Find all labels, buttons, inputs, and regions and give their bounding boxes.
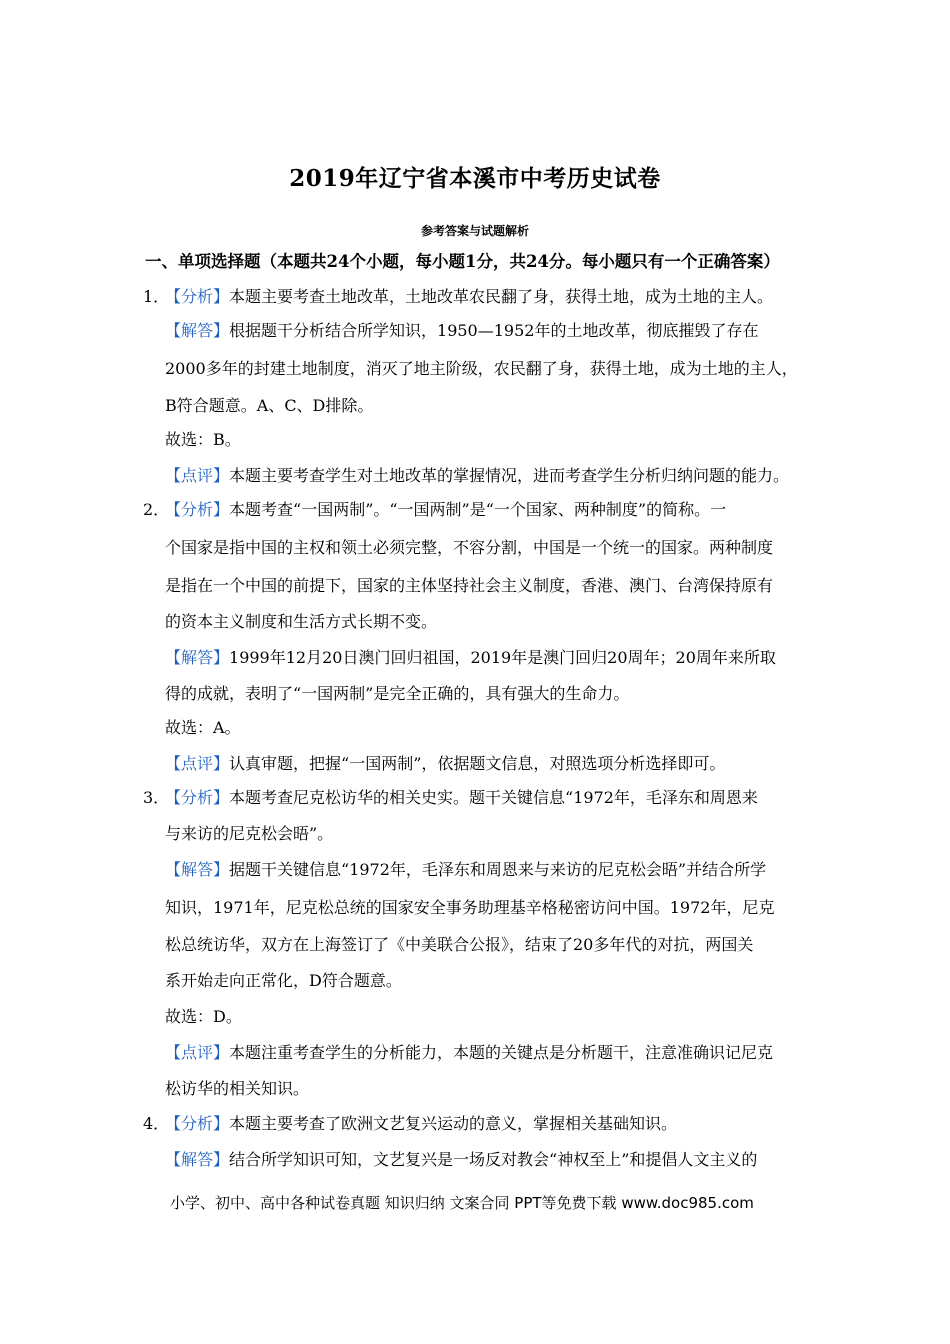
analysis-tag: 【分析】 xyxy=(165,500,230,519)
choice-text: 故选：D。 xyxy=(165,1007,242,1026)
answer-tag: 【解答】 xyxy=(165,648,230,667)
question-3-analysis-line xyxy=(165,788,758,808)
answer-text: B符合题意。A、C、D排除。 xyxy=(165,396,374,415)
answer-text: 1999年12月20日澳门回归祖国，2019年是澳门回归20周年；20周年来所取 xyxy=(229,648,776,667)
page-footer: 小学、初中、高中各种试卷真题 知识归纳 文案合同 PPT等免费下载 www.doc985.com xyxy=(170,1194,754,1212)
question-3-comment-line xyxy=(165,1043,773,1063)
answer-tag: 【解答】 xyxy=(165,321,230,340)
question-4-answer-line xyxy=(165,1150,757,1170)
analysis-text: 的资本主义制度和生活方式长期不变。 xyxy=(165,612,438,631)
analysis-tag: 【分析】 xyxy=(165,1114,230,1133)
analysis-text: 是指在一个中国的前提下，国家的主体坚持社会主义制度，香港、澳门、台湾保持原有 xyxy=(165,576,774,595)
question-3-answer-line xyxy=(165,860,766,880)
comment-text: 本题注重考查学生的分析能力，本题的关键点是分析题干，注意准确识记尼克 xyxy=(229,1043,774,1062)
question-number: 1． xyxy=(143,287,170,306)
question-1-comment-line xyxy=(165,466,789,486)
analysis-text: 本题主要考查土地改革，土地改革农民翻了身，获得土地，成为土地的主人。 xyxy=(229,287,774,306)
analysis-text: 本题考查“一国两制”。“一国两制”是“一个国家、两种制度”的简称。一 xyxy=(229,500,727,519)
question-2-answer-line xyxy=(165,648,776,668)
analysis-text: 本题主要考查了欧洲文艺复兴运动的意义，掌握相关基础知识。 xyxy=(229,1114,678,1133)
analysis-tag: 【分析】 xyxy=(165,788,230,807)
answer-text: 根据题干分析结合所学知识，1950—1952年的土地改革，彻底摧毁了存在 xyxy=(229,321,759,340)
comment-tag: 【点评】 xyxy=(165,466,230,485)
comment-tag: 【点评】 xyxy=(165,754,230,773)
question-number: 2． xyxy=(143,500,170,519)
question-1-analysis-line xyxy=(165,287,773,307)
answer-text: 知识，1971年，尼克松总统的国家安全事务助理基辛格秘密访问中国。1972年，尼克 xyxy=(165,898,775,917)
page-subtitle: 参考答案与试题解析 xyxy=(420,224,529,238)
answer-tag: 【解答】 xyxy=(165,860,230,879)
question-number: 4． xyxy=(143,1114,170,1133)
answer-text: 据题干关键信息“1972年，毛泽东和周恩来与来访的尼克松会晤”并结合所学 xyxy=(229,860,767,879)
question-number: 3． xyxy=(143,788,170,807)
question-1-answer-line xyxy=(165,321,758,341)
answer-tag: 【解答】 xyxy=(165,1150,230,1169)
answer-text: 2000多年的封建土地制度，消灭了地主阶级，农民翻了身，获得土地，成为土地的主人， xyxy=(165,359,798,378)
choice-text: 故选：B。 xyxy=(165,430,241,449)
choice-text: 故选：A。 xyxy=(165,718,241,737)
question-2-comment-line xyxy=(165,754,725,774)
analysis-text: 与来访的尼克松会晤”。 xyxy=(165,824,334,843)
page-title: 2019年辽宁省本溪市中考历史试卷 xyxy=(289,165,661,192)
answer-text: 得的成就，表明了“一国两制”是完全正确的，具有强大的生命力。 xyxy=(165,684,630,703)
answer-text: 松总统访华，双方在上海签订了《中美联合公报》，结束了20多年代的对抗，两国关 xyxy=(165,935,754,954)
answer-text: 系开始走向正常化，D符合题意。 xyxy=(165,971,402,990)
question-4-analysis-line xyxy=(165,1114,677,1134)
analysis-tag: 【分析】 xyxy=(165,287,230,306)
comment-tag: 【点评】 xyxy=(165,1043,230,1062)
analysis-text: 个国家是指中国的主权和领土必须完整，不容分割，中国是一个统一的国家。两种制度 xyxy=(165,538,774,557)
section-heading: 一、单项选择题（本题共24个小题，每小题1分，共24分。每小题只有一个正确答案） xyxy=(145,252,780,271)
comment-text: 本题主要考查学生对土地改革的掌握情况，进而考查学生分析归纳问题的能力。 xyxy=(229,466,790,485)
analysis-text: 本题考查尼克松访华的相关史实。题干关键信息“1972年，毛泽东和周恩来 xyxy=(229,788,758,807)
comment-text: 认真审题，把握“一国两制”，依据题文信息，对照选项分析选择即可。 xyxy=(229,754,726,773)
question-2-analysis-line xyxy=(165,500,726,520)
answer-text: 结合所学知识可知，文艺复兴是一场反对教会“神权至上”和提倡人文主义的 xyxy=(229,1150,758,1169)
comment-text: 松访华的相关知识。 xyxy=(165,1079,310,1098)
